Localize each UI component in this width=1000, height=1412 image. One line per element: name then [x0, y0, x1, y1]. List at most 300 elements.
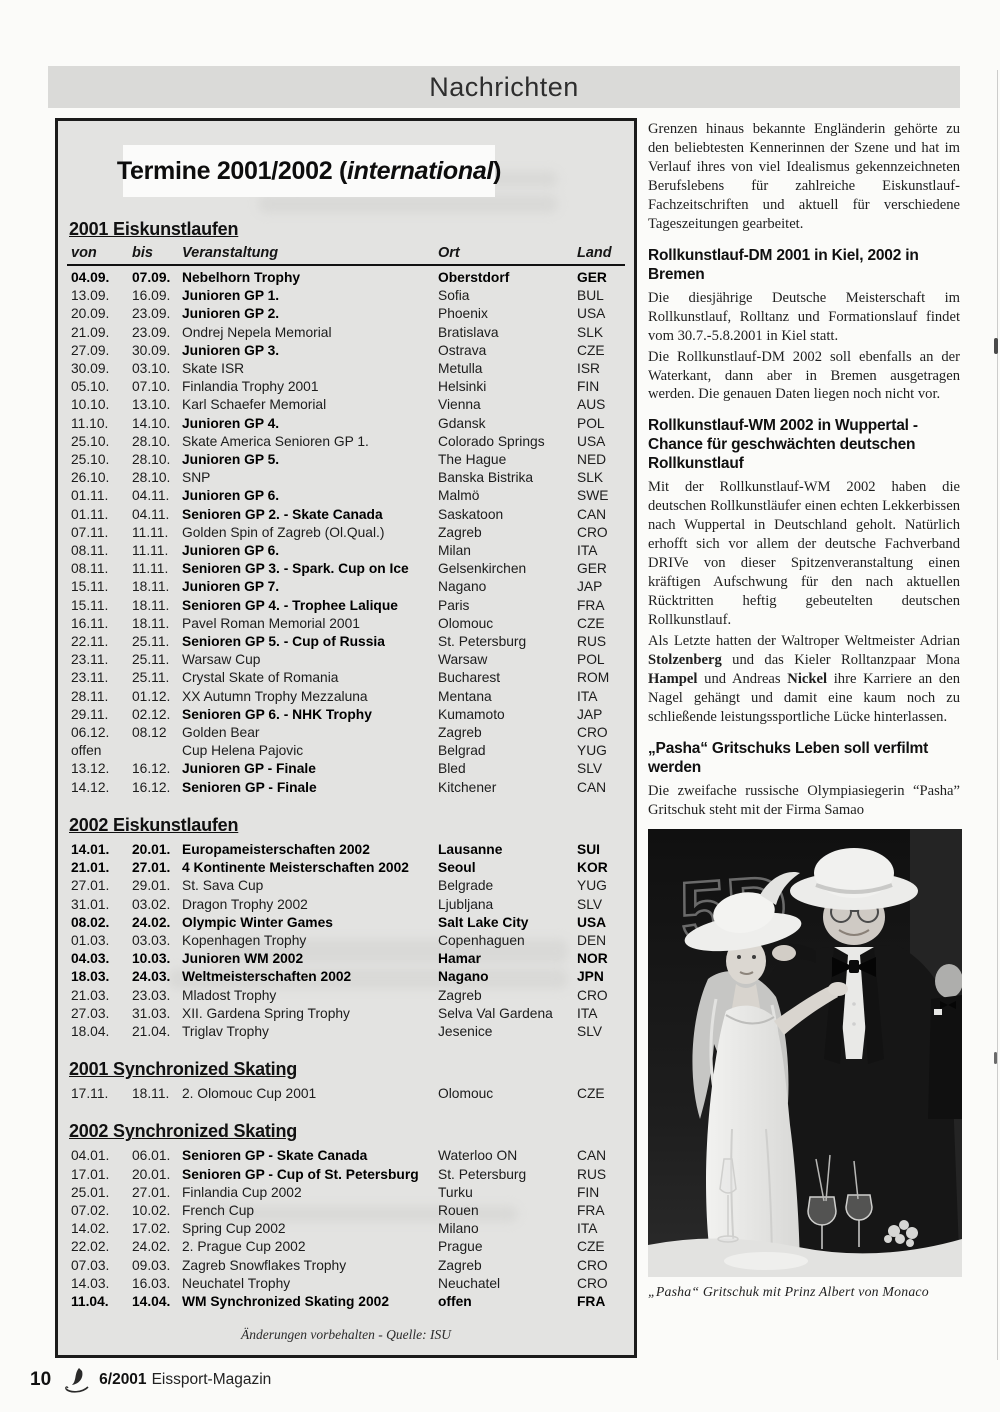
cell-von: 01.11. — [71, 506, 109, 522]
cell-event: Junioren GP 2. — [182, 306, 280, 322]
cell-ort: Nagano — [438, 579, 487, 595]
table-row — [67, 669, 625, 687]
cell-event: XX Autumn Trophy Mezzaluna — [182, 688, 368, 704]
cell-bis: 11.11. — [132, 524, 169, 540]
cell-land: ISR — [577, 361, 600, 377]
cell-event: Zagreb Snowflakes Trophy — [182, 1257, 347, 1273]
cell-ort: offen — [438, 1293, 472, 1309]
cell-von: 20.09. — [71, 306, 110, 322]
cell-event: Olympic Winter Games — [182, 914, 333, 930]
cell-bis: 11.11. — [132, 561, 169, 577]
bold-name: Hampel — [648, 670, 698, 687]
cell-bis: 18.11. — [132, 1086, 170, 1102]
cell-land: ROM — [577, 670, 610, 686]
cell-bis: 10.03. — [132, 951, 171, 967]
cell-bis: 16.12. — [132, 761, 171, 777]
cell-von: 27.03. — [71, 1005, 110, 1021]
cell-ort: Milano — [438, 1221, 479, 1237]
cell-von: 15.11. — [71, 579, 109, 595]
cell-ort: Gdansk — [438, 415, 486, 431]
section-heading: 2001 Eiskunstlaufen — [69, 219, 239, 239]
table-row — [67, 896, 625, 914]
cell-event: Senioren GP 6. - NHK Trophy — [182, 706, 372, 722]
cell-land: CZE — [577, 1239, 605, 1255]
cell-land: FRA — [577, 597, 605, 613]
cell-land: ITA — [577, 688, 598, 704]
cell-von: 16.11. — [71, 615, 109, 631]
table-row — [67, 1166, 625, 1184]
cell-land: CZE — [577, 615, 605, 631]
cell-bis: 16.12. — [132, 779, 171, 795]
cell-ort: Belgrade — [438, 878, 494, 894]
cell-bis: 13.10. — [132, 397, 171, 413]
cell-von: 30.09. — [71, 361, 110, 377]
cell-bis: 24.02. — [132, 1239, 171, 1255]
cell-land: FIN — [577, 379, 600, 395]
cell-bis: 08.12 — [132, 725, 167, 741]
schedule-title — [116, 145, 502, 197]
table-row — [67, 269, 625, 287]
table-row — [67, 560, 625, 578]
cell-land: CRO — [577, 524, 608, 540]
cell-bis: 16.03. — [132, 1275, 171, 1291]
cell-land: KOR — [577, 860, 608, 876]
cell-land: YUG — [577, 743, 607, 759]
table-row — [67, 524, 625, 542]
cell-bis: 03.03. — [132, 932, 171, 948]
table-row — [67, 779, 625, 797]
cell-ort: Gelsenkirchen — [438, 561, 527, 577]
cell-land: GER — [577, 270, 607, 285]
table-row — [67, 396, 625, 414]
cell-bis: 28.10. — [132, 433, 171, 449]
section-header-bar — [48, 66, 960, 108]
table-row — [67, 305, 625, 323]
table-row — [67, 487, 625, 505]
cell-von: 07.02. — [71, 1202, 110, 1218]
news-column — [648, 120, 960, 1300]
cell-bis: 02.12. — [132, 706, 171, 722]
cell-ort: The Hague — [438, 452, 507, 468]
cell-event: Senioren GP 2. - Skate Canada — [182, 506, 383, 522]
cell-land: SLV — [577, 761, 603, 777]
article-paragraph: Die Rollkunstlauf-DM 2002 soll ebenfalls an der Waterkant, dann aber in Bremen ausgetragen werden. Die genauen Daten liegen noch nicht vor. — [648, 348, 960, 403]
cell-von: 27.09. — [71, 342, 110, 358]
table-row — [67, 760, 625, 778]
cell-land: CRO — [577, 725, 608, 741]
table-row — [67, 415, 625, 433]
cell-land: ITA — [577, 1005, 598, 1021]
cell-von: 13.12. — [71, 761, 110, 777]
table-row — [67, 1184, 625, 1202]
schedule-title-italic: international — [346, 156, 494, 185]
bystander-face — [935, 964, 962, 998]
cell-bis: 25.11. — [132, 670, 170, 686]
cell-von: 22.11. — [71, 634, 109, 650]
cell-bis: 25.11. — [132, 634, 170, 650]
cell-bis: 04.11. — [132, 506, 170, 522]
photo-caption: „Pasha“ Gritschuk mit Prinz Albert von Monaco — [648, 1283, 929, 1299]
cell-event: XII. Gardena Spring Trophy — [182, 1005, 350, 1021]
cell-ort: Seoul — [438, 860, 476, 876]
cell-land: CAN — [577, 1148, 607, 1164]
cell-ort: Prague — [438, 1239, 483, 1255]
article-heading: Rollkunstlauf-DM 2001 in Kiel, 2002 in Bremen — [648, 246, 919, 283]
table-row — [67, 1005, 625, 1023]
table-row — [67, 597, 625, 615]
section-heading: 2001 Synchronized Skating — [69, 1059, 298, 1080]
table-row — [67, 360, 625, 378]
cell-von: 17.01. — [71, 1166, 110, 1182]
cell-ort: Ostrava — [438, 342, 487, 358]
cell-ort: St. Petersburg — [438, 1166, 527, 1182]
section-heading: 2002 Eiskunstlaufen — [69, 814, 239, 835]
cell-land: CAN — [577, 779, 607, 795]
schedule-sections — [67, 219, 625, 1311]
cell-von: 11.04. — [71, 1293, 109, 1309]
section-title: Nachrichten — [429, 71, 579, 102]
cell-bis: 24.02. — [132, 914, 171, 930]
schedule-title-text: Termine 2001/2002 ( — [116, 156, 347, 185]
table-row — [67, 1202, 625, 1220]
cell-event: Junioren GP 6. — [182, 543, 280, 559]
cell-ort: Banska Bistrika — [438, 470, 534, 486]
cell-von: 04.01. — [71, 1148, 110, 1164]
cell-ort: St. Petersburg — [438, 634, 527, 650]
cell-land: GER — [577, 561, 607, 577]
cell-von: 18.03. — [71, 969, 110, 985]
cell-bis: 18.11. — [132, 597, 170, 613]
cell-event: WM Synchronized Skating 2002 — [182, 1293, 390, 1309]
cell-event: SNP — [182, 470, 211, 486]
cell-event: Nebelhorn Trophy — [182, 270, 301, 285]
cell-ort: Olomouc — [438, 1086, 494, 1102]
table-row — [67, 742, 625, 760]
cell-von: 01.11. — [71, 488, 109, 504]
cell-land: NOR — [577, 951, 608, 967]
cell-von: 17.11. — [71, 1086, 109, 1102]
cell-bis: 27.01. — [132, 860, 171, 876]
cell-ort: Helsinki — [438, 379, 487, 395]
cell-bis: 21.04. — [132, 1023, 171, 1039]
cell-ort: Waterloo ON — [438, 1148, 518, 1164]
cell-land: FRA — [577, 1293, 606, 1309]
cell-von: 07.11. — [71, 524, 109, 540]
table-row — [67, 932, 625, 950]
column-header-row — [67, 245, 625, 266]
cell-event: Mladost Trophy — [182, 987, 277, 1003]
cell-event: Weltmeisterschaften 2002 — [182, 969, 352, 985]
cell-ort: Salt Lake City — [438, 914, 529, 930]
cell-von: 10.10. — [71, 397, 110, 413]
table-row — [67, 688, 625, 706]
cell-von: 21.01. — [71, 860, 110, 876]
cell-bis: 10.02. — [132, 1202, 171, 1218]
cell-von: 25.01. — [71, 1184, 110, 1200]
cell-event: Junioren WM 2002 — [182, 951, 304, 967]
cell-bis: 07.10. — [132, 379, 171, 395]
cell-event: Dragon Trophy 2002 — [182, 896, 308, 912]
cell-bis: 30.09. — [132, 342, 171, 358]
cell-event: Finlandia Cup 2002 — [182, 1184, 302, 1200]
cell-ort: Colorado Springs — [438, 433, 545, 449]
cell-von: 25.10. — [71, 433, 110, 449]
cell-land: FIN — [577, 1184, 600, 1200]
news-articles — [648, 247, 960, 820]
cell-von: 05.10. — [71, 379, 110, 395]
cell-ort: Vienna — [438, 397, 481, 413]
schedule-section — [67, 219, 625, 797]
cell-bis: 07.09. — [132, 270, 171, 285]
article-heading: Rollkunstlauf-WM 2002 in Wuppertal - Chance für geschwächten deutschen Rollkunstlauf — [648, 417, 918, 473]
cell-event: Junioren GP - Finale — [182, 761, 316, 777]
cell-event: Senioren GP - Cup of St. Petersburg — [182, 1166, 419, 1182]
table-row — [67, 987, 625, 1005]
plate — [724, 1252, 808, 1270]
column-header-ort: Ort — [438, 245, 460, 261]
column-header-land: Land — [577, 245, 612, 261]
cell-bis: 18.11. — [132, 579, 170, 595]
cell-event: Junioren GP 3. — [182, 342, 280, 358]
cell-land: USA — [577, 306, 606, 322]
cell-event: Senioren GP - Finale — [182, 779, 317, 795]
cell-bis: 18.11. — [132, 615, 170, 631]
table-row — [67, 324, 625, 342]
table-row — [67, 1257, 625, 1275]
cell-event: Junioren GP 5. — [182, 452, 280, 468]
table-row — [67, 615, 625, 633]
cell-bis: 25.11. — [132, 652, 170, 668]
cell-land: SLV — [577, 1023, 603, 1039]
cell-von: 29.11. — [71, 706, 109, 722]
cell-land: CZE — [577, 342, 605, 358]
cell-ort: Oberstdorf — [438, 270, 510, 285]
news-intro-paragraph: Grenzen hinaus bekannte Engländerin gehörte zu den beliebtesten Kennerinnen der Szene und hat im Verlauf ihres von viel Idealismus gekennzeichneten Berufslebens für zahlreiche Eiskunstlauf-Fachzeitschriften und aktuell für verschiedene Tageszeitungen gearbeitet. — [648, 121, 960, 232]
table-row — [67, 1293, 625, 1311]
cell-von: 08.11. — [71, 561, 109, 577]
cell-land: CRO — [577, 1275, 608, 1291]
article-paragraph: Mit der Rollkunstlauf-WM 2002 haben die deutschen Rollkunstläufer einen echten Lekkerbissen nach Wuppertal in Deutschland geholt. Natürlich erhofft sich vor allem der deutsche Fachverband DRIVe von dieser Spitzenveranstaltung einen kräftigen Aufschwung für den nach aktuellen Rücktritten heftig gebeutelten deutschen Rollkunstlauf. — [648, 479, 960, 628]
cell-von: 06.12. — [71, 725, 110, 741]
cell-land: CAN — [577, 506, 607, 522]
issue-number: 6/2001 — [99, 1371, 147, 1388]
article-paragraph: Als Letzte hatten der Waltroper Weltmeister Adrian Stolzenberg und das Kieler Rolltanzpaar Mona Hampel und Andreas Nickel ihre Karriere an den Nagel gehängt und damit eine kaum noch zu schließende leistungssportliche Lücke hinterlassen. — [648, 632, 960, 725]
cell-von: 08.02. — [71, 914, 110, 930]
cell-bis: 23.03. — [132, 987, 171, 1003]
cell-event: Finlandia Trophy 2001 — [182, 379, 319, 395]
table-row — [67, 724, 625, 742]
article-paragraph: Die zweifache russische Olympiasiegerin “Pasha” Gritschuk steht mit der Firma Samao — [648, 782, 960, 818]
cell-bis: 14.04. — [132, 1293, 171, 1309]
cell-von: offen — [71, 743, 102, 759]
page-number: 10 — [30, 1369, 52, 1390]
cell-von: 27.01. — [71, 878, 110, 894]
cell-land: RUS — [577, 634, 607, 650]
cell-ort: Zagreb — [438, 1257, 482, 1273]
schedule-footnote: Änderungen vorbehalten - Quelle: ISU — [241, 1327, 451, 1343]
cell-land: SLK — [577, 470, 604, 486]
cell-event: Cup Helena Pajovic — [182, 743, 304, 759]
cell-land: ITA — [577, 1221, 598, 1237]
photo-illustration — [648, 829, 962, 1277]
cell-ort: Bled — [438, 761, 466, 777]
cell-ort: Bucharest — [438, 670, 501, 686]
cell-bis: 20.01. — [132, 841, 171, 857]
table-row — [67, 542, 625, 560]
table-row — [67, 706, 625, 724]
article-heading: „Pasha“ Gritschuks Leben soll verfilmt werden — [648, 739, 929, 776]
cell-ort: Nagano — [438, 969, 489, 985]
cell-bis: 04.11. — [132, 488, 170, 504]
cell-event: Golden Spin of Zagreb (Ol.Qual.) — [182, 524, 385, 540]
table-row — [67, 1147, 625, 1165]
table-row — [67, 633, 625, 651]
page-footer — [30, 1366, 271, 1394]
cell-event: Skate America Senioren GP 1. — [182, 433, 369, 449]
cell-von: 04.09. — [71, 270, 110, 285]
cell-ort: Kumamoto — [438, 706, 505, 722]
cell-bis — [132, 742, 180, 760]
cell-event: Junioren GP 1. — [182, 288, 280, 304]
cell-bis: 03.10. — [132, 361, 171, 377]
scan-edge-mark — [994, 338, 998, 354]
cell-von: 23.11. — [71, 670, 109, 686]
bystander-suit — [928, 995, 962, 1119]
cell-bis: 14.10. — [132, 415, 171, 431]
cell-land: POL — [577, 415, 605, 431]
cell-event: Neuchatel Trophy — [182, 1275, 291, 1291]
table-row — [67, 651, 625, 669]
schedule-box — [55, 118, 637, 1358]
cell-von: 14.02. — [71, 1221, 110, 1237]
schedule-title-suffix: ) — [493, 156, 502, 185]
table-row — [67, 841, 625, 859]
cell-event: Junioren GP 6. — [182, 488, 280, 504]
table-row — [67, 950, 625, 968]
table-row — [67, 433, 625, 451]
cell-land: CRO — [577, 1257, 608, 1273]
cell-ort: Bratislava — [438, 324, 499, 340]
cell-bis: 17.02. — [132, 1221, 171, 1237]
cell-event: Senioren GP 4. - Trophee Lalique — [182, 597, 398, 613]
cell-event: Junioren GP 4. — [182, 415, 280, 431]
cell-bis: 31.03. — [132, 1005, 171, 1021]
schedule-section — [67, 1059, 625, 1103]
magazine-skate-logo-icon — [63, 1366, 91, 1394]
cell-bis: 09.03. — [132, 1257, 171, 1273]
cell-land: USA — [577, 433, 606, 449]
cell-von: 14.12. — [71, 779, 110, 795]
cell-ort: Zagreb — [438, 524, 482, 540]
cell-ort: Zagreb — [438, 725, 482, 741]
column-header-von: von — [71, 245, 97, 261]
table-row — [67, 914, 625, 932]
cell-von: 01.03. — [71, 932, 110, 948]
cell-event: 2. Prague Cup 2002 — [182, 1239, 306, 1255]
cell-ort: Copenhaguen — [438, 932, 525, 948]
cell-land: BUL — [577, 288, 604, 304]
cell-land: JAP — [577, 579, 603, 595]
bold-name: Nickel — [787, 670, 828, 687]
cell-von: 14.01. — [71, 841, 110, 857]
man-hand — [772, 945, 796, 961]
cell-event: Triglav Trophy — [182, 1023, 269, 1039]
cell-ort: Lausanne — [438, 841, 503, 857]
table-row — [67, 506, 625, 524]
cell-von: 11.10. — [71, 415, 109, 431]
table-row — [67, 1023, 625, 1041]
cell-land: FRA — [577, 1202, 605, 1218]
cell-ort: Rouen — [438, 1202, 479, 1218]
cell-ort: Hamar — [438, 951, 481, 967]
cell-land: POL — [577, 652, 605, 668]
table-row — [67, 342, 625, 360]
cell-bis: 06.01. — [132, 1148, 171, 1164]
cell-event: Senioren GP 3. - Spark. Cup on Ice — [182, 561, 409, 577]
cell-von: 04.03. — [71, 951, 110, 967]
cell-event: Europameisterschaften 2002 — [182, 841, 370, 857]
cell-event: St. Sava Cup — [182, 878, 264, 894]
cell-land: USA — [577, 914, 607, 930]
cell-von: 15.11. — [71, 597, 109, 613]
cell-von: 31.01. — [71, 896, 110, 912]
cell-land: ITA — [577, 543, 598, 559]
schedule-section — [67, 1121, 625, 1311]
cell-von: 14.03. — [71, 1275, 110, 1291]
cell-bis: 29.01. — [132, 878, 171, 894]
cell-ort: Paris — [438, 597, 470, 613]
cell-von: 07.03. — [71, 1257, 110, 1273]
cell-land: SLK — [577, 324, 604, 340]
cell-ort: Warsaw — [438, 652, 488, 668]
scan-edge-line — [997, 70, 998, 1360]
cell-event: 4 Kontinente Meisterschaften 2002 — [182, 860, 409, 876]
cell-land: CZE — [577, 1086, 605, 1102]
cell-bis: 20.01. — [132, 1166, 171, 1182]
cell-event: Ondrej Nepela Memorial — [182, 324, 332, 340]
cell-ort: Saskatoon — [438, 506, 504, 522]
cell-von: 22.02. — [71, 1239, 110, 1255]
table-row — [67, 877, 625, 895]
bleed-through-artifact — [258, 195, 558, 213]
cell-ort: Selva Val Gardena — [438, 1005, 553, 1021]
cell-event: Kopenhagen Trophy — [182, 932, 307, 948]
cell-land: NED — [577, 452, 607, 468]
cell-ort: Turku — [438, 1184, 473, 1200]
article-paragraph: Die diesjährige Deutsche Meisterschaft im Rollkunstlauf, Rolltanz und Formationslauf findet vom 30.7.-5.8.2001 in Kiel statt. — [648, 289, 960, 344]
scan-edge-mark — [994, 1052, 997, 1064]
cell-land: SUI — [577, 841, 600, 857]
section-heading: 2002 Synchronized Skating — [69, 1121, 298, 1142]
cell-land: SWE — [577, 488, 609, 504]
woman-hand — [828, 982, 848, 996]
cell-land: SLV — [577, 896, 603, 912]
cell-ort: Malmö — [438, 488, 480, 504]
table-row — [67, 451, 625, 469]
cell-bis: 27.01. — [132, 1184, 171, 1200]
cell-bis: 16.09. — [132, 288, 171, 304]
cell-event: Senioren GP - Skate Canada — [182, 1148, 368, 1164]
table-row — [67, 1238, 625, 1256]
cell-bis: 28.10. — [132, 452, 171, 468]
cell-event: Karl Schaefer Memorial — [182, 397, 327, 413]
cell-von: 08.11. — [71, 543, 109, 559]
cell-ort: Mentana — [438, 688, 492, 704]
cell-von: 26.10. — [71, 470, 110, 486]
table-row — [67, 1085, 625, 1103]
cell-bis: 28.10. — [132, 470, 171, 486]
cell-bis: 23.09. — [132, 306, 171, 322]
